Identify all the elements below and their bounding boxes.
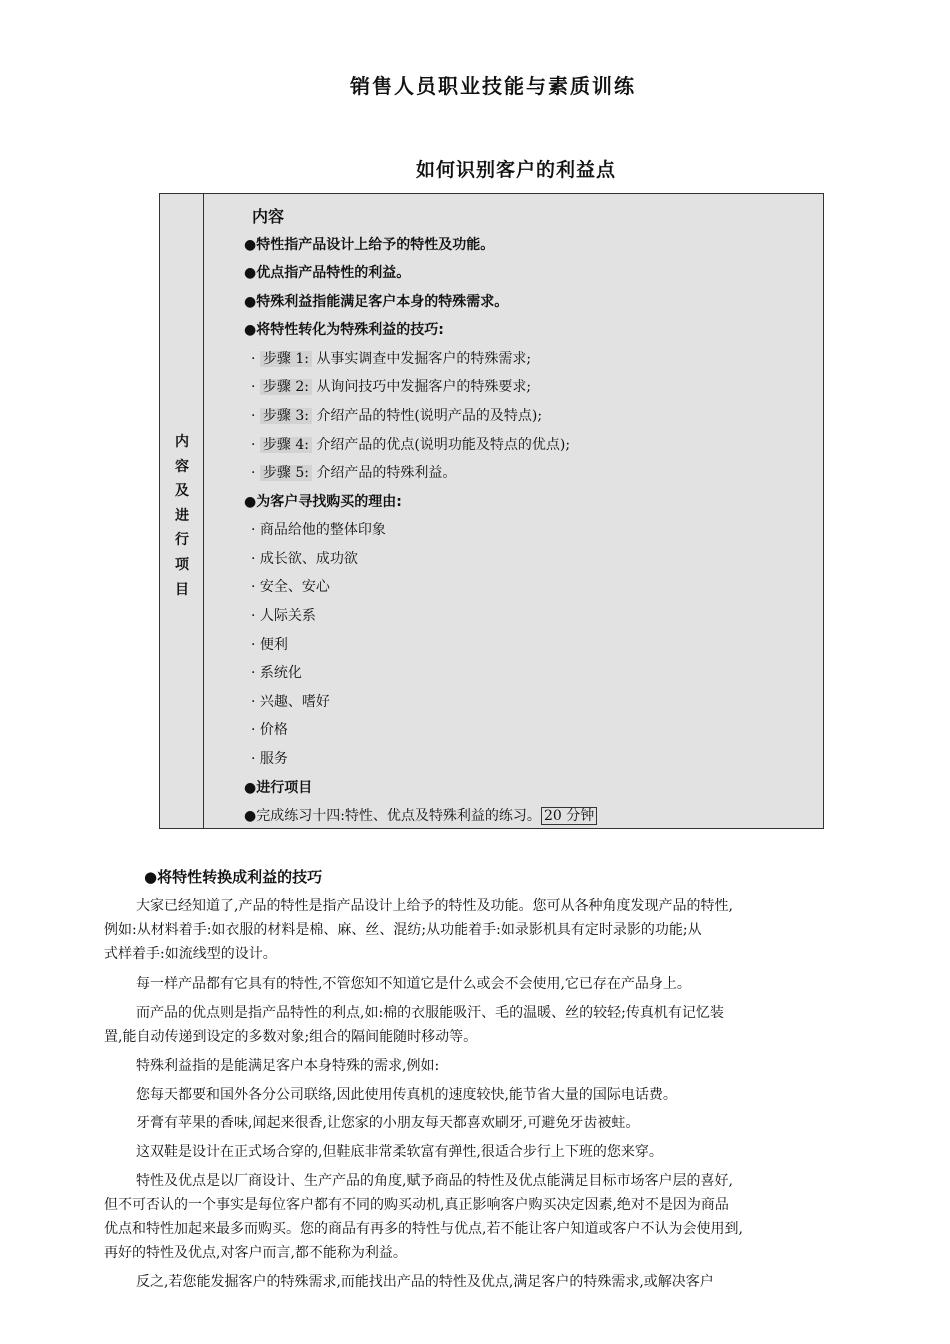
- advantages-definition: ●优点指产品特性的利益。: [244, 265, 411, 281]
- reason-item: · 系统化: [251, 665, 302, 681]
- body-line: 这双鞋是设计在正式场合穿的,但鞋底非常柔软富有弹性,很适合步行上下班的您来穿。: [136, 1144, 663, 1160]
- step-item: · 步骤 2: 从询问技巧中发掘客户的特殊要求;: [251, 379, 532, 395]
- content-cell: [204, 194, 823, 828]
- step-item: · 步骤 3: 介绍产品的特性(说明产品的及特点);: [251, 408, 543, 424]
- reason-text: 成长欲、成功欲: [259, 551, 358, 567]
- body-line: 式样着手:如流线型的设计。: [104, 946, 277, 962]
- reason-item: · 价格: [251, 722, 288, 738]
- reason-text: 系统化: [259, 665, 302, 681]
- reason-text: 价格: [259, 722, 288, 738]
- body-line: 置,能自动传递到设定的多数对象;组合的隔间能随时移动等。: [104, 1029, 478, 1045]
- step-tag: 步骤 4:: [260, 437, 312, 453]
- section-title: 如何识别客户的利益点: [415, 159, 616, 181]
- side-label-char: 行: [175, 532, 189, 549]
- activity-text: ●完成练习十四:特性、优点及特殊利益的练习。: [244, 808, 541, 824]
- side-label: [160, 430, 204, 602]
- reason-item: · 便利: [251, 637, 288, 653]
- step-text: 从事实调查中发掘客户的特殊需求;: [316, 351, 532, 367]
- reason-item: · 商品给他的整体印象: [251, 522, 386, 538]
- body-line: 大家已经知道了,产品的特性是指产品设计上给予的特性及功能。您可从各种角度发现产品的特性,: [136, 898, 733, 914]
- activity-item: [244, 805, 597, 825]
- reason-item: · 人际关系: [251, 608, 316, 624]
- step-item: · 步骤 1: 从事实调查中发掘客户的特殊需求;: [251, 351, 532, 367]
- benefits-definition: ●特殊利益指能满足客户本身的特殊需求。: [244, 294, 509, 310]
- activity-time: 20 分钟: [541, 807, 597, 825]
- step-tag: 步骤 3:: [260, 408, 312, 424]
- step-tag: 步骤 1:: [260, 351, 312, 367]
- step-text: 介绍产品的特性(说明产品的及特点);: [316, 408, 543, 424]
- body-line: 特性及优点是以厂商设计、生产产品的角度,赋予商品的特性及优点能满足目标市场客户层的喜好,: [136, 1173, 733, 1189]
- body-line: 每一样产品都有它具有的特性,不管您知不知道它是什么或会不会使用,它已存在产品身上。: [136, 976, 691, 992]
- body-line: 牙膏有苹果的香味,闻起来很香,让您家的小朋友每天都喜欢刷牙,可避免牙齿被蛀。: [136, 1115, 640, 1131]
- content-table: [159, 193, 824, 829]
- body-line: 但不可否认的一个事实是每位客户都有不同的购买动机,真正影响客户购买决定因素,绝对不是因为商品: [104, 1197, 729, 1213]
- reason-text: 便利: [259, 637, 288, 653]
- reason-text: 人际关系: [259, 608, 316, 624]
- reason-text: 服务: [259, 751, 288, 767]
- body-line: 例如:从材料着手:如衣服的材料是棉、麻、丝、混纺;从功能着手:如录影机具有定时录影的功能;从: [104, 922, 702, 938]
- body-line: 再好的特性及优点,对客户而言,都不能称为利益。: [104, 1245, 407, 1261]
- reason-item: · 成长欲、成功欲: [251, 551, 358, 567]
- side-label-char: 项: [175, 556, 189, 573]
- body-line: 反之,若您能发掘客户的特殊需求,而能找出产品的特性及优点,满足客户的特殊需求,或解决客户: [136, 1274, 714, 1290]
- reasons-title: ●为客户寻找购买的理由:: [244, 494, 402, 510]
- step-tag: 步骤 2:: [260, 379, 312, 395]
- body-line: 特殊利益指的是能满足客户本身特殊的需求,例如:: [136, 1058, 440, 1074]
- side-label-cell: [160, 194, 204, 828]
- content-heading: 内容: [252, 207, 285, 226]
- reason-item: · 服务: [251, 751, 288, 767]
- technique-title: ●将特性转化为特殊利益的技巧:: [244, 322, 444, 338]
- step-item: · 步骤 5: 介绍产品的特殊利益。: [251, 465, 457, 481]
- step-text: 从询问技巧中发掘客户的特殊要求;: [316, 379, 532, 395]
- reason-item: · 安全、安心: [251, 579, 330, 595]
- body-line: 您每天都要和国外各分公司联络,因此使用传真机的速度较快,能节省大量的国际电话费。: [136, 1087, 677, 1103]
- reason-item: · 兴趣、嗜好: [251, 694, 330, 710]
- step-item: · 步骤 4: 介绍产品的优点(说明功能及特点的优点);: [251, 437, 571, 453]
- body-line: 优点和特性加起来最多而购买。您的商品有再多的特性与优点,若不能让客户知道或客户不认为会使用到,: [104, 1221, 743, 1237]
- body-heading: ●将特性转换成利益的技巧: [144, 868, 323, 886]
- step-text: 介绍产品的优点(说明功能及特点的优点);: [316, 437, 571, 453]
- side-label-char: 进: [175, 507, 189, 524]
- document-title: 销售人员职业技能与素质训练: [350, 74, 636, 98]
- features-definition: ●特性指产品设计上给予的特性及功能。: [244, 237, 495, 253]
- side-label-char: 及: [175, 483, 189, 500]
- reason-text: 商品给他的整体印象: [259, 522, 386, 538]
- body-line: 而产品的优点则是指产品特性的利点,如:棉的衣服能吸汗、毛的温暖、丝的较轻;传真机有记忆装: [136, 1005, 724, 1021]
- activity-title: ●进行项目: [244, 780, 313, 796]
- side-label-char: 目: [175, 581, 189, 598]
- side-label-char: 容: [175, 458, 189, 475]
- step-tag: 步骤 5:: [260, 465, 312, 481]
- reason-text: 兴趣、嗜好: [259, 694, 330, 710]
- step-text: 介绍产品的特殊利益。: [316, 465, 457, 481]
- reason-text: 安全、安心: [259, 579, 330, 595]
- side-label-char: 内: [175, 434, 189, 450]
